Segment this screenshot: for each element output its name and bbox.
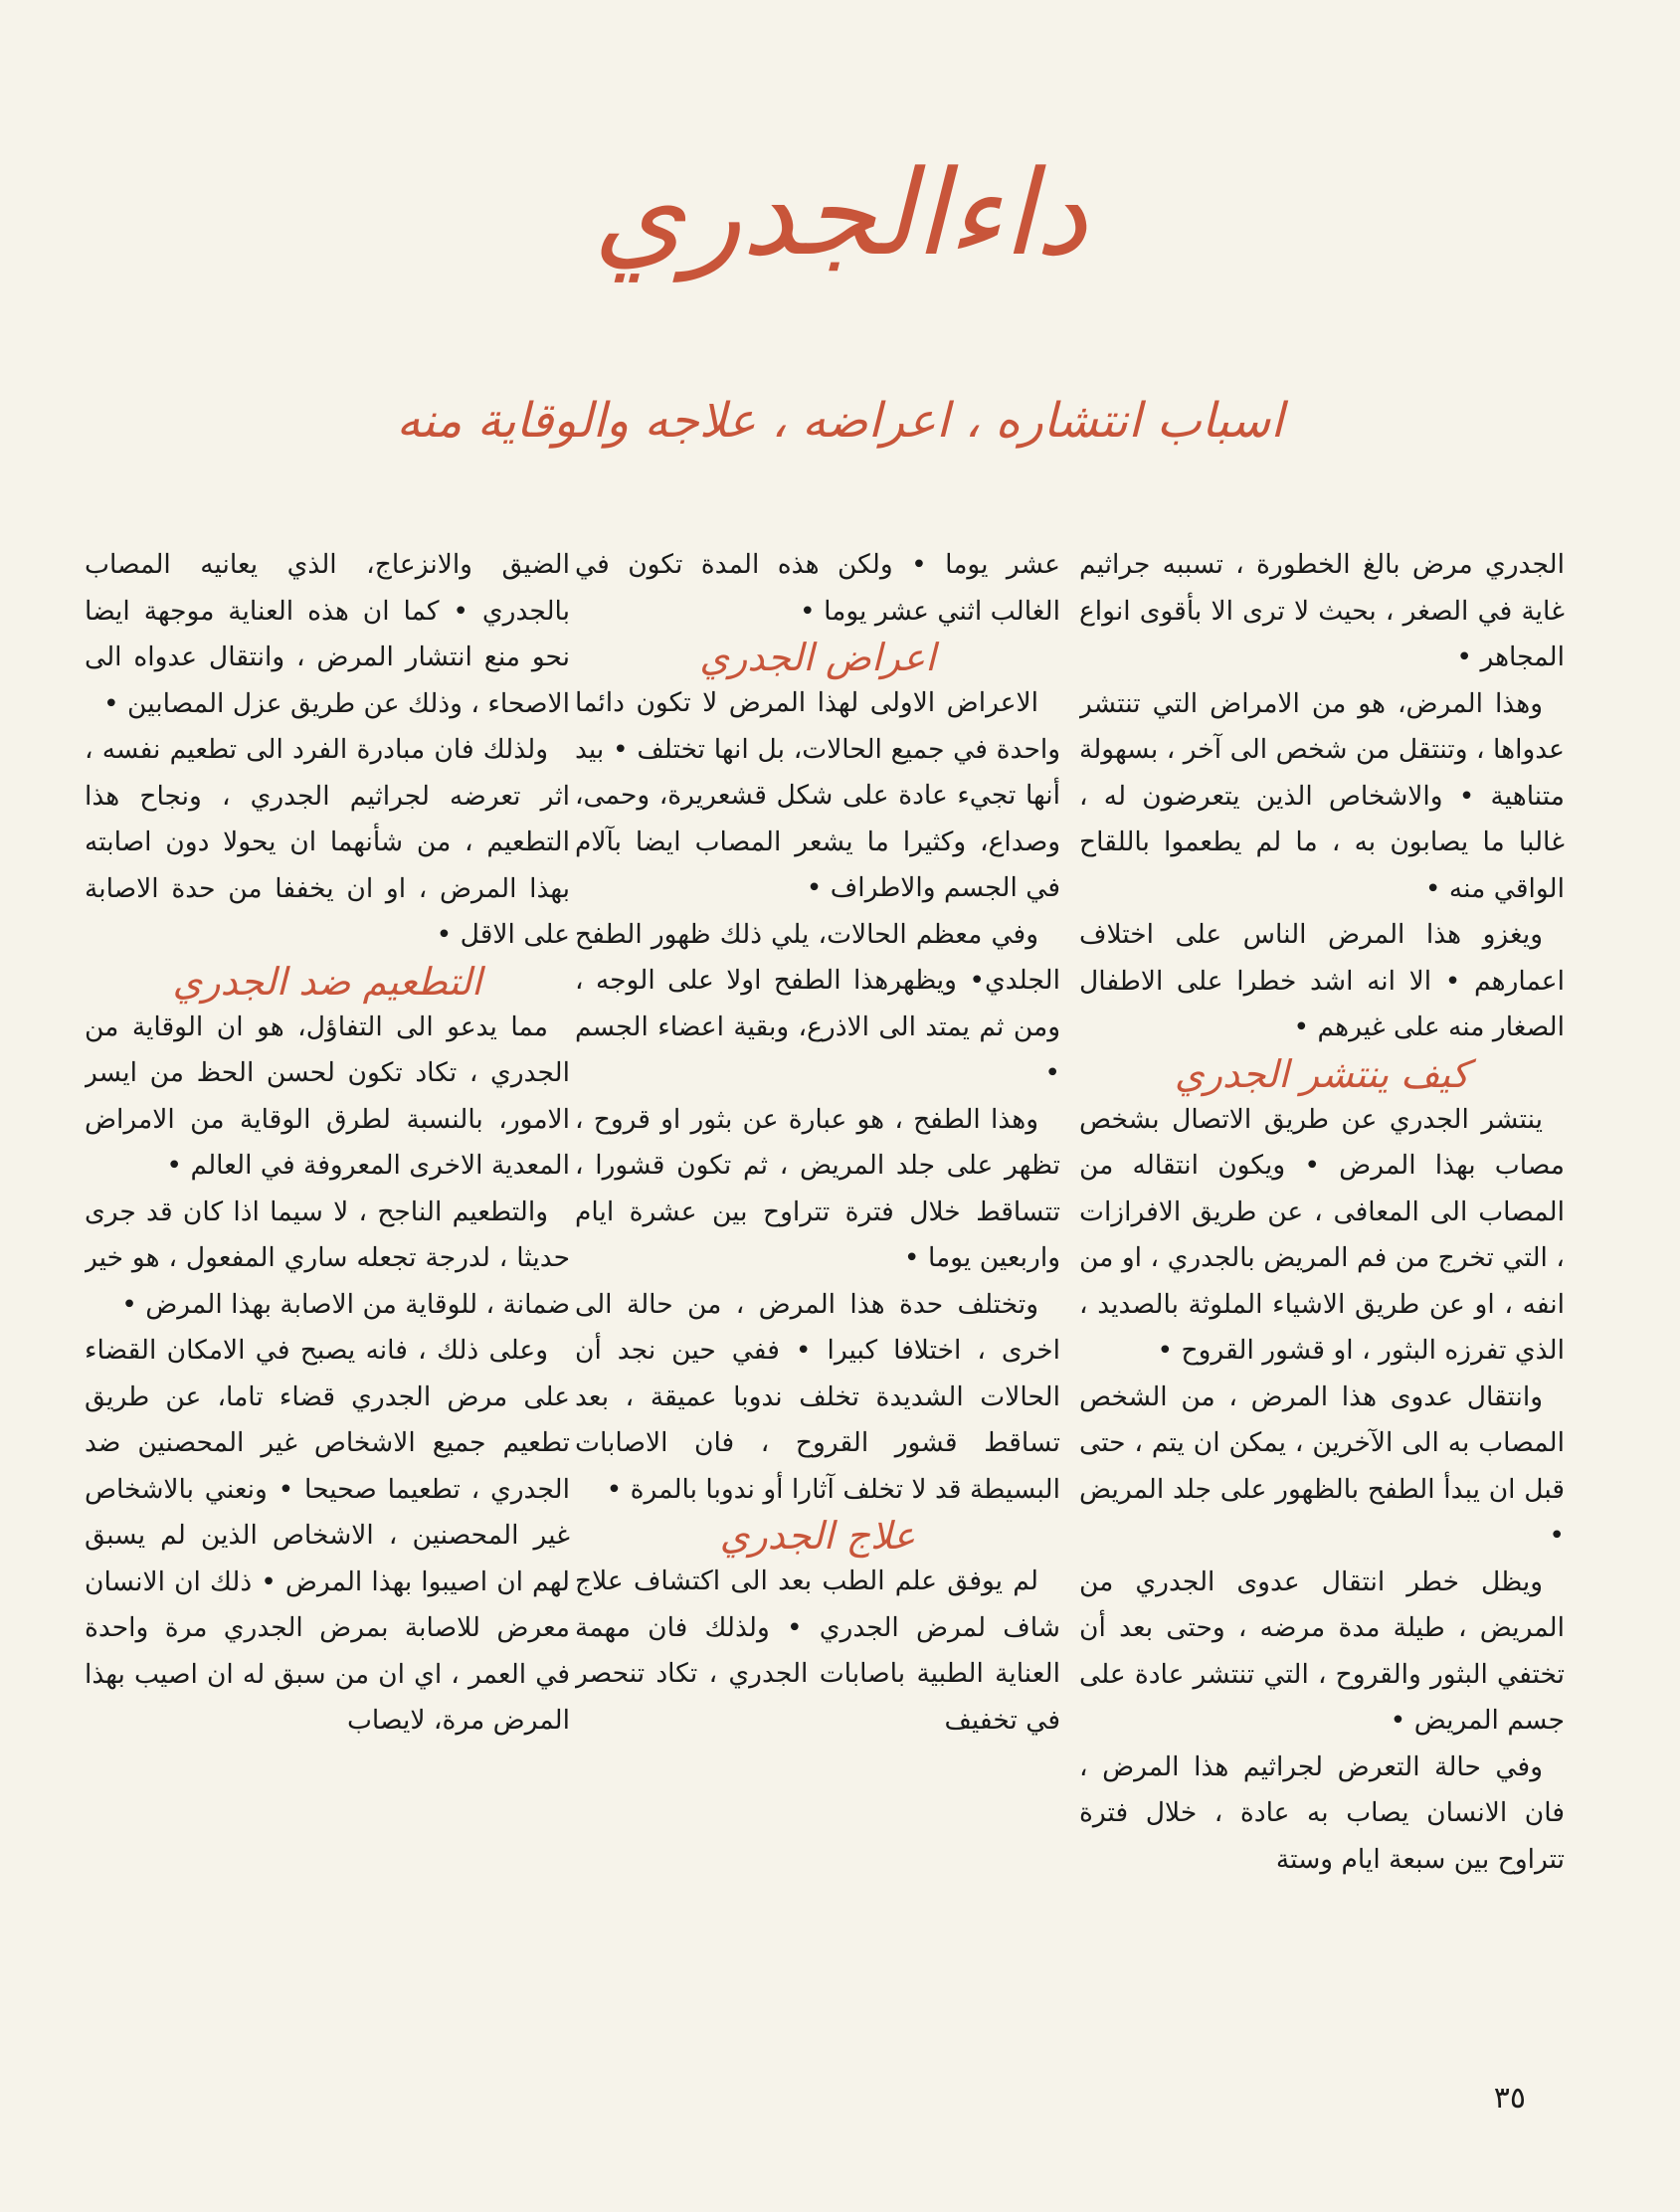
section-heading-spread: كيف ينتشر الجدري — [1174, 1051, 1470, 1096]
paragraph: والتطعيم الناجح ، لا سيما اذا كان قد جرى حديثا ، لدرجة تجعله ساري المفعول ، هو خير ضمانة ، للوقاية من الاصابة بهذا المرض • — [85, 1196, 570, 1320]
paragraph: ينتشر الجدري عن طريق الاتصال بشخص مصاب بهذا المرض • ويكون انتقاله من المصاب الى المعافى ، عن طريق الافرازات ، التي تخرج من فم المريض بالجدري ، او من انفه ، او عن طريق الاشياء الملوثة بالصديد ، الذي تفرزه البثور ، او قشور القروح • — [1079, 1103, 1565, 1366]
section-heading-vaccination: التطعيم ضد الجدري — [172, 959, 482, 1004]
paragraph: ولذلك فان مبادرة الفرد الى تطعيم نفسه ، اثر تعرضه لجراثيم الجدري ، ونجاح هذا التطعيم ، من شأنهما ان يحولا دون اصابته بهذا المرض ، او ان يخففا من حدة الاصابة على الاقل • — [85, 734, 570, 950]
paragraph: وهذا الطفح ، هو عبارة عن بثور او قروح ، تظهر على جلد المريض ، ثم تكون قشورا ، تتساقط خلال فترة تتراوح بين عشرة ايام واربعين يوما • — [575, 1103, 1060, 1273]
column-right — [1079, 542, 1565, 2064]
paragraph: مما يدعو الى التفاؤل، هو ان الوقاية من الجدري ، تكاد تكون لحسن الحظ من ايسر الامور، بالنسبة لطرق الوقاية من الامراض المعدية الاخرى المعروفة في العالم • — [85, 1011, 570, 1181]
paragraph: وتختلف حدة هذا المرض ، من حالة الى اخرى ، اختلافا كبيرا • ففي حين نجد أن الحالات الشديدة تخلف ندوبا عميقة ، بعد تساقط قشور القروح ، فان الاصابات البسيطة قد لا تخلف آثارا أو ندوبا بالمرة • — [575, 1288, 1060, 1505]
article-title: داءالجدري — [592, 144, 1087, 281]
paragraph: وفي حالة التعرض لجراثيم هذا المرض ، فان الانسان يصاب به عادة ، خلال فترة تتراوح بين سبعة ايام وستة — [1079, 1751, 1565, 1875]
paragraph: الضيق والانزعاج، الذي يعانيه المصاب بالجدري • كما ان هذه العناية موجهة ايضا نحو منع انتشار المرض ، وانتقال عدواه الى الاصحاء ، وذلك عن طريق عزل المصابين • — [85, 549, 570, 719]
paragraph: وهذا المرض، هو من الامراض التي تنتشر عدواها ، وتنتقل من شخص الى آخر ، بسهولة متناهية • والاشخاص الذين يتعرضون له ، غالبا ما يصابون به ، ما لم يطعموا باللقاح الواقي منه • — [1079, 687, 1565, 904]
page-number: ٣٥ — [1493, 2081, 1526, 2116]
paragraph: ويظل خطر انتقال عدوى الجدري من المريض ، طيلة مدة مرضه ، وحتى بعد أن تختفي البثور والقروح ، التي تنتشر عادة على جسم المريض • — [1079, 1566, 1565, 1736]
paragraph: الجدري مرض بالغ الخطورة ، تسببه جراثيم غاية في الصغر ، بحيث لا ترى الا بأقوى انواع المجاهر • — [1079, 549, 1565, 672]
article-subtitle: اسباب انتشاره ، اعراضه ، علاجه والوقاية منه — [396, 393, 1284, 449]
paragraph: لم يوفق علم الطب بعد الى اكتشاف علاج شاف لمرض الجدري • ولذلك فان مهمة العناية الطبية باصابات الجدري ، تكاد تنحصر في تخفيف — [575, 1566, 1060, 1736]
column-middle — [575, 542, 1060, 2064]
paragraph: ويغزو هذا المرض الناس على اختلاف اعمارهم • الا انه اشد خطرا على الاطفال الصغار منه على غيرهم • — [1079, 919, 1565, 1042]
section-heading-treatment: علاج الجدري — [719, 1514, 916, 1558]
section-heading-symptoms: اعراض الجدري — [699, 636, 936, 679]
paragraph: عشر يوما • ولكن هذه المدة تكون في الغالب اثني عشر يوما • — [575, 549, 1060, 627]
paragraph: وعلى ذلك ، فانه يصبح في الامكان القضاء على مرض الجدري قضاء تاما، عن طريق تطعيم جميع الاشخاص غير المحصنين ضد الجدري ، تطعيما صحيحا • ونعني بالاشخاص غير المحصنين ، الاشخاص الذين لم يسبق لهم ان اصيبوا بهذا المرض • ذلك ان الانسان معرض للاصابة بمرض الجدري مرة واحدة في العمر ، اي ان من سبق له ان اصيب بهذا المرض مرة، لايصاب — [85, 1335, 570, 1736]
paragraph: وفي معظم الحالات، يلي ذلك ظهور الطفح الجلدي• ويظهرهذا الطفح اولا على الوجه ، ومن ثم يمتد الى الاذرع، وبقية اعضاء الجسم • — [575, 918, 1060, 1088]
column-left — [85, 542, 570, 2064]
paragraph: وانتقال عدوى هذا المرض ، من الشخص المصاب به الى الآخرين ، يمكن ان يتم ، حتى قبل ان يبدأ الطفح بالظهور على جلد المريض • — [1079, 1381, 1565, 1551]
paragraph: الاعراض الاولى لهذا المرض لا تكون دائما واحدة في جميع الحالات، بل انها تختلف • بيد أنها تجيء عادة على شكل قشعريرة، وحمى، وصداع، وكثيرا ما يشعر المصاب ايضا بآلام في الجسم والاطراف • — [575, 687, 1060, 903]
